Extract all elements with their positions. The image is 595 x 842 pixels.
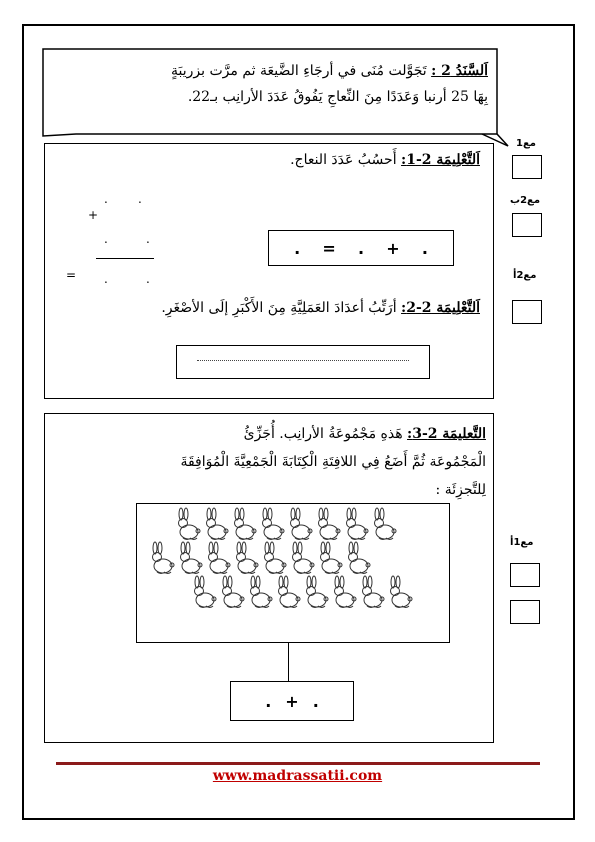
rabbit — [235, 508, 257, 540]
dotted-line — [197, 360, 409, 361]
criterion-label: مع2أ — [513, 270, 537, 281]
calc-dot: . — [104, 272, 108, 286]
connector-line — [288, 643, 289, 681]
task-1 — [60, 152, 480, 168]
rabbit — [293, 542, 315, 574]
task-3 — [52, 420, 486, 504]
rabbit — [279, 576, 301, 608]
sanad-line-2: بِهَا 25 أرنبا وَعَدَدًا مِنَ النِّعاجِ يَفُوقُ عَدَدَ الأرانِب بـ22. — [187, 89, 488, 105]
rabbit — [179, 508, 201, 540]
task-2 — [60, 300, 480, 316]
sum-plus: + — [285, 691, 299, 711]
sanad-title: اَلسَّنَدُ 2 : — [431, 63, 488, 79]
criterion-box[interactable] — [510, 563, 540, 587]
footer-link[interactable]: www.madrassatii.com — [212, 768, 383, 784]
eq-a: . — [421, 238, 428, 258]
rabbit — [349, 542, 371, 574]
criterion-label: مع1 — [516, 138, 536, 149]
rabbit — [391, 576, 413, 608]
sanad-callout — [42, 48, 498, 136]
sanad-text — [50, 58, 488, 110]
calc-equals: = — [66, 268, 77, 282]
calc-dot: . — [146, 272, 150, 286]
criterion-box[interactable] — [512, 213, 542, 237]
criterion-box[interactable] — [510, 600, 540, 624]
rabbit — [319, 508, 341, 540]
rabbit — [263, 508, 285, 540]
criterion-label: مع2ب — [510, 195, 541, 206]
rabbit — [363, 576, 385, 608]
rabbit — [347, 508, 369, 540]
criterion-label: مع1أ — [510, 537, 534, 548]
rabbit — [321, 542, 343, 574]
sanad-line-1: تَجَوَّلت مُنَى في أرجَاءِ الضَّيعَة ثم مرَّت بزريبَةٍ — [171, 63, 427, 79]
rabbit — [291, 508, 313, 540]
footer-rule — [56, 762, 540, 765]
rabbit — [265, 542, 287, 574]
sum-a: . — [312, 691, 319, 711]
task-1-text: أَحسُبُ عَدَدَ النعاج. — [290, 152, 397, 168]
rabbit — [307, 576, 329, 608]
rabbit-group-frame — [136, 503, 450, 643]
task-3-line-2: الْمَجْمُوعَة ثُمَّ أَضَعُ فِي اللافِتَةِ الْكِتَابَةَ الْجَمْعِيَّةَ الْمُوَافِقَةَ — [180, 454, 486, 470]
criterion-box[interactable] — [512, 155, 542, 179]
eq-plus: + — [386, 238, 400, 258]
equation-box[interactable] — [268, 230, 454, 266]
task-3-line-1: هَذهِ مَجْمُوعَةُ الأرانِب. أُجَزِّئُ — [243, 426, 403, 442]
rabbit — [181, 542, 203, 574]
rabbit — [237, 542, 259, 574]
order-answer-box[interactable] — [176, 345, 430, 379]
rabbit — [195, 576, 217, 608]
rabbit — [223, 576, 245, 608]
task-2-label: اَلتَّعْلِيمَة 2-2: — [401, 300, 480, 316]
rabbit — [153, 542, 175, 574]
calc-dot: . — [104, 232, 108, 246]
rabbit — [335, 576, 357, 608]
sum-b: . — [265, 691, 272, 711]
calc-dot: . — [146, 232, 150, 246]
sum-box[interactable] — [230, 681, 354, 721]
eq-equals: = — [322, 238, 336, 258]
rabbit — [209, 542, 231, 574]
criterion-box[interactable] — [512, 300, 542, 324]
calc-dot: . — [104, 192, 108, 206]
rabbits-illustration — [137, 504, 449, 642]
task-1-label: اَلتَّعْلِيمَة 2-1: — [401, 152, 480, 168]
calc-plus: + — [88, 208, 99, 222]
task-2-text: أرَتِّبُ أعدَادَ العَمَلِيَّةِ مِنَ الأَكْبَرِ إلَى الأصْغَرِ. — [161, 300, 397, 316]
calc-dot: . — [138, 192, 142, 206]
calc-rule — [96, 258, 154, 259]
task-3-line-3: لِلتَّجزِئَة : — [435, 482, 486, 498]
rabbit — [375, 508, 397, 540]
task-3-label: التَّعليمَة 2-3: — [407, 426, 486, 442]
eq-b: . — [357, 238, 365, 258]
rabbit — [207, 508, 229, 540]
rabbit — [251, 576, 273, 608]
eq-c: . — [294, 238, 301, 258]
